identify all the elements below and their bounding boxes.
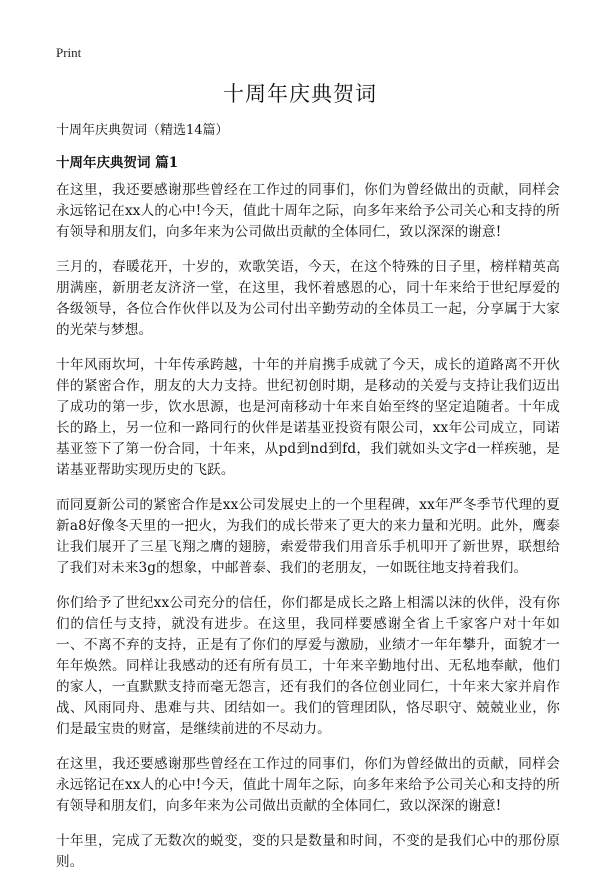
article-body bbox=[56, 180, 560, 887]
paragraph-3: 十年风雨坎坷，十年传承跨越，十年的并肩携手成就了今天，成长的道路离不开伙伴的紧密合作，朋友的大力支持。世纪初创时期，是移动的关爱与支持让我们迈出了成功的第一步，饮水思源，也是河南移动十年来自始至终的坚定追随者。十年成长的路上，另一位和一路同行的伙伴是诺基亚投资有限公司，xx年公司成立，同诺基亚签下了第一份合同，十年来，从pd到nd到fd，我们就如头文字d一样疾驰，是诺基亚帮助实现历史的飞跃。 bbox=[56, 357, 560, 478]
page-title: 十周年庆典贺词 bbox=[223, 82, 377, 106]
paragraph-1: 在这里，我还要感谢那些曾经在工作过的同事们，你们为曾经做出的贡献，同样会永远铭记在xx人的心中!今天，值此十周年之际，向多年来给予公司关心和支持的所有领导和朋友们，向多年来为公司做出贡献的全体同仁，致以深深的谢意! bbox=[56, 182, 560, 240]
paragraph-2: 三月的，春暖花开，十岁的，欢歌笑语，今天，在这个特殊的日子里，榜样精英高朋满座，新朋老友济济一堂，在这里，我怀着感恩的心，同十年来给于世纪厚爱的各级领导，各位合作伙伴以及为公司付出辛勤劳动的全体员工一起，分享属于大家的光荣与梦想。 bbox=[56, 259, 560, 338]
paragraph-7: 十年里，完成了无数次的蜕变，变的只是数量和时间，不变的是我们心中的那份原则。 bbox=[56, 833, 560, 870]
paragraph-4: 而同夏新公司的紧密合作是xx公司发展史上的一个里程碑，xx年严冬季节代理的夏新a8好像冬天里的一把火，为我们的成长带来了更大的来力量和光明。此外，鹰泰让我们展开了三星飞翔之膺的翅膀，索爱带我们用音乐手机叩开了新世界，联想给了我们对未来3g的想象，中邮普泰、我们的老朋友，一如既往地支持着我们。 bbox=[56, 497, 560, 576]
document-subtitle: 十周年庆典贺词（精选14篇） bbox=[56, 123, 229, 138]
print-link[interactable]: Print bbox=[56, 45, 82, 60]
section-heading: 十周年庆典贺词 篇1 bbox=[56, 155, 179, 171]
paragraph-6: 在这里，我还要感谢那些曾经在工作过的同事们，你们为曾经做出的贡献，同样会永远铭记在xx人的心中!今天，值此十周年之际，向多年来给予公司关心和支持的所有领导和朋友们，向多年来为公司做出贡献的全体同仁，致以深深的谢意! bbox=[56, 756, 560, 814]
paragraph-5: 你们给予了世纪xx公司充分的信任，你们都是成长之路上相濡以沫的伙伴，没有你们的信任与支持，就没有进步。在这里，我同样要感谢全省上千家客户对十年如一、不离不弃的支持，正是有了你们的厚爱与激励，业绩才一年年攀升，面貌才一年年焕然。同样让我感动的还有所有员工，十年来辛勤地付出、无私地奉献，他们的家人，一直默默支持而毫无怨言，还有我们的各位创业同仁，十年来大家并肩作战、风雨同舟、患难与共、团结如一。我们的管理团队，恪尽职守、兢兢业业，你们是最宝贵的财富，是继续前进的不尽动力。 bbox=[56, 595, 560, 737]
